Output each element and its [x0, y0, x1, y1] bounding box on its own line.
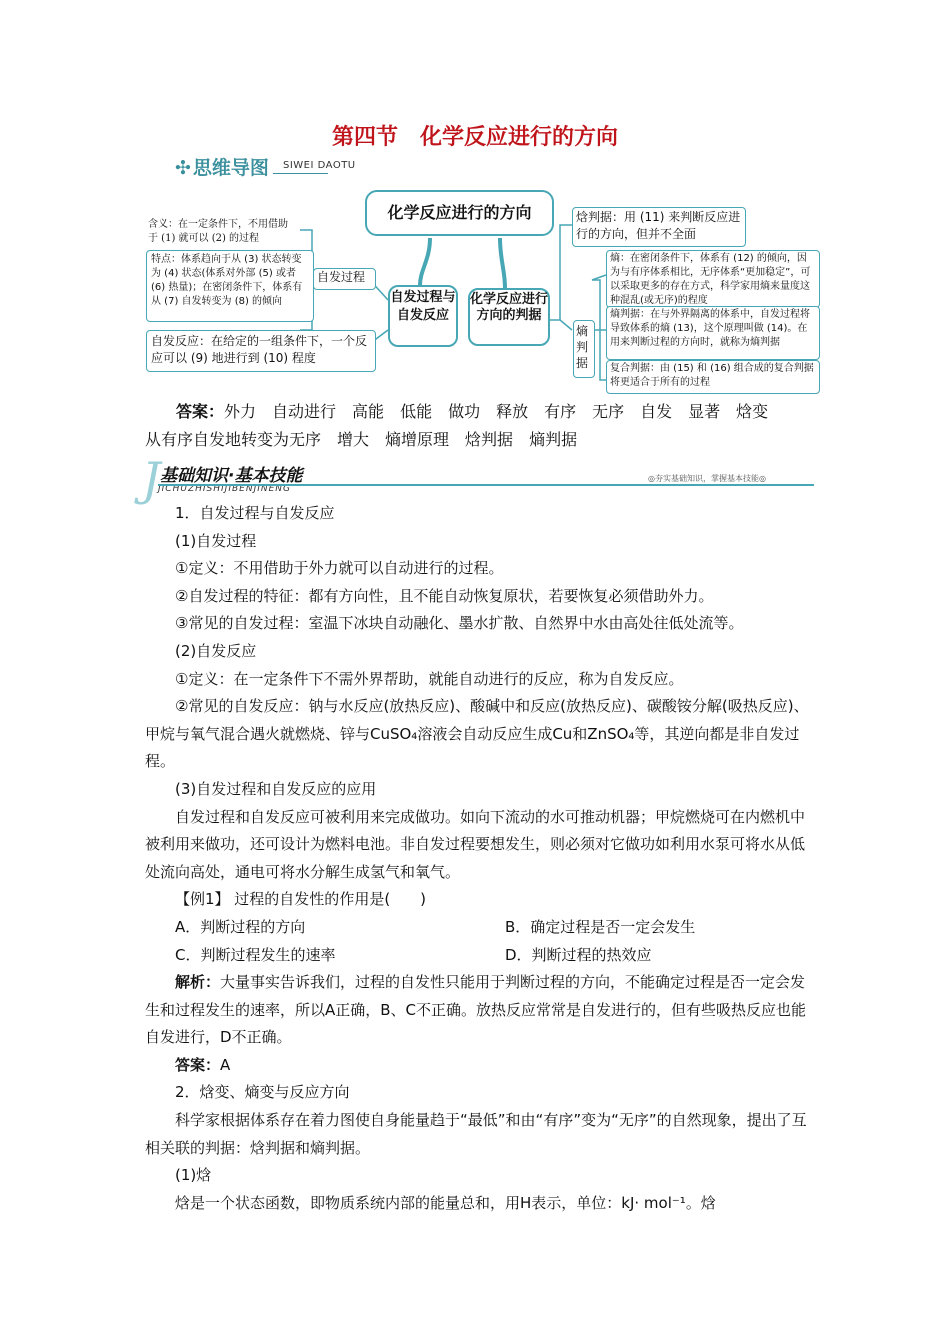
- answer-label: 答案：: [175, 1055, 221, 1074]
- mindmap-criterion-node: 化学反应进行方向的判据: [468, 288, 550, 346]
- paragraph: ②自发过程的特征：都有方向性，且不能自动恢复原状，若要恢复必须借助外力。: [175, 586, 714, 605]
- example-question: 【例1】 过程的自发性的作用是( ): [175, 890, 427, 909]
- analysis-text: 大量事实告诉我们，过程的自发性只能用于判断过程的方向，不能确定过程是否一定会发生和过程发生的速率，所以A正确，B、C不正确。放热反应常常是自发进行的，但有些吸热反应也能自发进行，D不正确。: [145, 973, 807, 1047]
- subheading: (2)自发反应: [175, 641, 257, 660]
- cross-icon: ✣: [175, 157, 191, 179]
- banner-letter-icon: J: [142, 452, 161, 506]
- paragraph: ①定义：不用借助于外力就可以自动进行的过程。: [175, 559, 504, 578]
- subheading: (1)自发过程: [175, 531, 257, 550]
- analysis: [145, 969, 813, 1052]
- mindmap-tag-sub: SIWEI DAOTU: [283, 160, 356, 171]
- option-row: [145, 942, 813, 970]
- example-answer: [145, 1052, 813, 1080]
- analysis-label: 解析：: [175, 973, 221, 992]
- subheading: (3)自发过程和自发反应的应用: [175, 779, 377, 798]
- answer-item: 焓变: [736, 402, 769, 421]
- answer-item: 外力: [224, 402, 257, 421]
- mindmap-answer: [176, 398, 826, 426]
- mindmap-entropy-criterion-box: 熵判据：在与外界隔离的体系中，自发过程将导致体系的熵 (13)，这个原理叫做 (14)。在用来判断过程的方向时，就称为熵判据: [606, 306, 820, 360]
- answer-item: 做功: [448, 402, 481, 421]
- section-banner-slogan: ◎夯实基础知识，掌握基本技能◎: [648, 474, 766, 483]
- heading-1: 1．自发过程与自发反应: [175, 504, 335, 522]
- answer-item: 焓判据: [465, 430, 514, 449]
- answer-item: 低能: [400, 402, 433, 421]
- paragraph: 自发过程和自发反应可被利用来完成做功。如向下流动的水可推动机器；甲烷燃烧可在内燃机中被利用来做功，还可设计为燃料电池。非自发过程要想发生，则必须对它做功如利用水泵可将水从低处流向高处，通电可将水分解生成氢气和氧气。: [145, 807, 806, 881]
- mindmap-tag-text: 思维导图: [192, 157, 269, 179]
- mindmap-entropy-box: 熵：在密闭条件下，体系有 (12) 的倾向，因为与有序体系相比，无序体系“更加稳定”，可以采取更多的存在方式，科学家用熵来量度这种混乱(或无序)的程度: [606, 250, 820, 308]
- mindmap-process-node: 自发过程: [313, 268, 376, 290]
- subheading: (1)焓: [175, 1166, 212, 1185]
- option-a: A．判断过程的方向: [175, 917, 306, 936]
- answer-label: 答案：: [176, 402, 225, 421]
- mindmap-answer-line2: [145, 426, 795, 454]
- mindmap-center-node: 化学反应进行的方向: [365, 190, 554, 236]
- paragraph: 科学家根据体系存在着力图使自身能量趋于“最低”和由“有序”变为“无序”的自然现象，提出了互相关联的判据：焓判据和熵判据。: [145, 1111, 807, 1157]
- banner-rule: [158, 484, 814, 486]
- paragraph: ①定义：在一定条件下不需外界帮助，就能自动进行的反应，称为自发反应。: [175, 669, 684, 688]
- heading-2: 2．焓变、熵变与反应方向: [175, 1083, 350, 1102]
- mindmap-spontaneous-node: 自发过程与自发反应: [388, 285, 458, 347]
- mindmap-enthalpy-box: 焓判据：用 (11) 来判断反应进行的方向，但并不全面: [572, 207, 746, 247]
- option-d: D．判断过程的热效应: [505, 945, 652, 964]
- section-banner-sub: JICHUZHISHIJIBENJINENG: [158, 484, 292, 494]
- option-c: C．判断过程发生的速率: [175, 945, 336, 964]
- answer-item: 自发: [640, 402, 673, 421]
- mindmap-feature-box: 特点：体系趋向于从 (3) 状态转变为 (4) 状态(体系对外部 (5) 或者 (6) 热量)；在密闭条件下，体系有从 (7) 自发转变为 (8) 的倾向: [146, 250, 314, 322]
- answer-item: 熵增原理: [385, 430, 450, 449]
- answer-value: A: [220, 1055, 231, 1074]
- paragraph: ③常见的自发过程：室温下冰块自动融化、墨水扩散、自然界中水由高处往低处流等。: [175, 614, 744, 633]
- option-b: B．确定过程是否一定会发生: [505, 917, 696, 936]
- mindmap-entropy-label: 熵判据: [573, 320, 595, 378]
- answer-item: 释放: [496, 402, 529, 421]
- answer-item: 从有序自发地转变为无序: [145, 430, 322, 449]
- paragraph: ②常见的自发反应：钠与水反应(放热反应)、酸碱中和反应(放热反应)、碳酸铵分解(吸热反应)、甲烷与氧气混合遇火就燃烧、锌与CuSO₄溶液会自动反应生成Cu和ZnSO₄等，其逆向都是非自发过程。: [145, 697, 809, 771]
- mindmap-reaction-box: 自发反应：在给定的一组条件下，一个反应可以 (9) 地进行到 (10) 程度: [146, 330, 376, 372]
- answer-item: 高能: [352, 402, 385, 421]
- answer-item: 有序: [544, 402, 577, 421]
- mindmap-combined-box: 复合判据：由 (15) 和 (16) 组合成的复合判据将更适合于所有的过程: [606, 360, 820, 394]
- answer-item: 增大: [337, 430, 370, 449]
- answer-item: 自动进行: [272, 402, 337, 421]
- answer-item: 无序: [592, 402, 625, 421]
- option-row: [145, 914, 813, 942]
- section-banner-title: 基础知识·基本技能: [160, 466, 303, 486]
- answer-item: 熵判据: [529, 430, 578, 449]
- body-text: [145, 500, 813, 1217]
- answer-item: 显著: [688, 402, 721, 421]
- mindmap-meaning-box: 含义：在一定条件下，不用借助于 (1) 就可以 (2) 的过程: [148, 219, 288, 244]
- page-title: 第四节 化学反应进行的方向: [331, 125, 618, 150]
- paragraph: 焓是一个状态函数，即物质系统内部的能量总和，用H表示，单位：kJ· mol⁻¹。焓: [175, 1193, 716, 1212]
